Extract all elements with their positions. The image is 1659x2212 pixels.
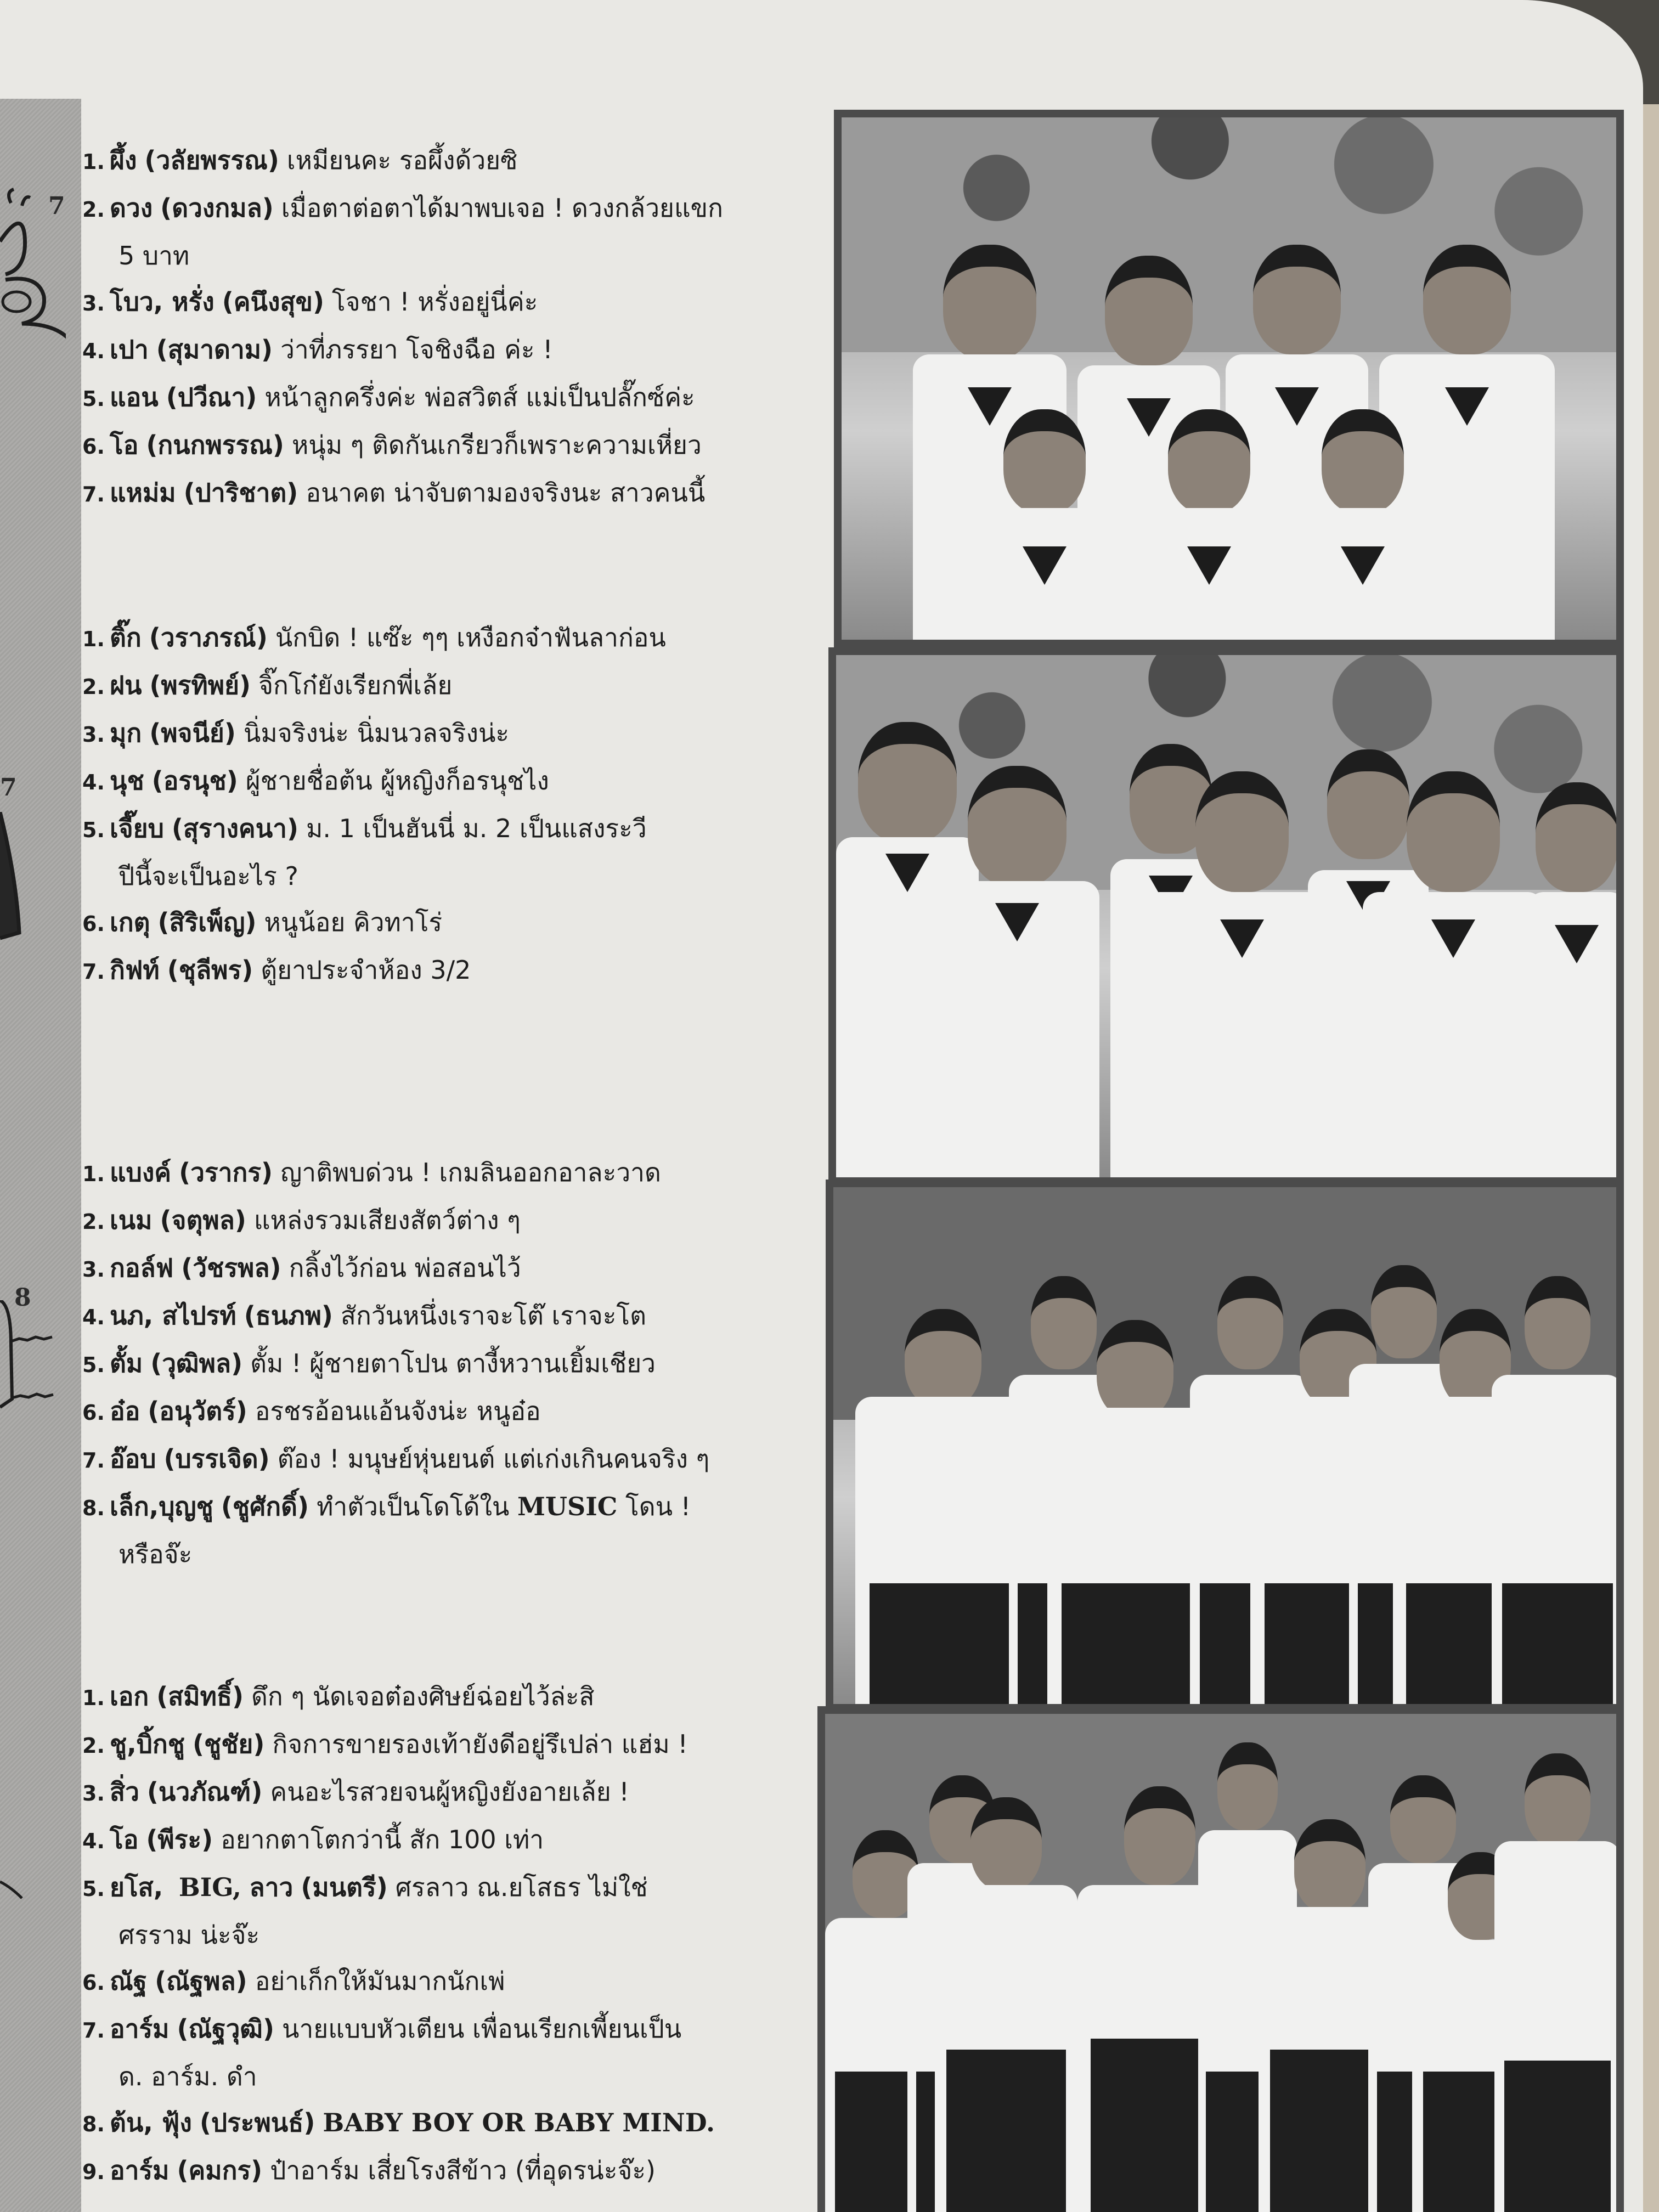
list-item: 9. อาร์ม (คมกร) ป๋าอาร์ม เสี่ยโรงสีข้าว (ที่อุดรน่ะจ๊ะ): [82, 2147, 828, 2195]
full-name: (นวภัณฑ์): [146, 1777, 263, 1807]
caption-continuation: ปีนี้จะเป็นอะไร ?: [119, 861, 298, 891]
full-name: (คนึงสุข): [222, 287, 324, 317]
person: [1291, 409, 1434, 640]
caption: อยากตาโตกว่านี้ สัก 100 เท่า: [221, 1825, 544, 1854]
caption: จิ๊กโก๋ยังเรียกพี่เล้ย: [258, 670, 453, 700]
section-girls-2: [82, 614, 828, 995]
full-name: (คมกร): [177, 2155, 263, 2185]
caption: ญาติพบด่วน ! เกมลินออกอาละวาด: [280, 1158, 661, 1187]
person: [935, 1797, 1077, 2212]
nickname: โบว, หรั่ง: [110, 287, 215, 317]
photo-boys-1: [826, 1180, 1624, 1712]
full-name: (ชุลีพร): [167, 955, 253, 985]
list-item: 2. ชู,บิ้กชู (ชูชัย) กิจการขายรองเท้ายังดีอยู่รึเปล่า แฮ่ม !: [82, 1721, 828, 1769]
list-item: 2. เนม (จตุพล) แหล่งรวมเสียงสัตว์ต่าง ๆ: [82, 1197, 828, 1245]
list-item: 1. เอก (สมิทธิ์) ดึก ๆ นัดเจอต๋องศิษย์ฉ่อยไว้ล่ะสิ: [82, 1673, 828, 1721]
list-item: 5. ตั้ม (วุฒิพล) ตั้ม ! ผู้ชายตาโปน ตางี้หวานเยิ้มเชียว: [82, 1340, 828, 1388]
list-item: 1. แบงค์ (วรากร) ญาติพบด่วน ! เกมลินออกอาละวาด: [82, 1149, 828, 1197]
full-name: (ปาริชาต): [183, 478, 298, 507]
caption: ทำตัวเป็นโดโด้ใน: [317, 1492, 510, 1521]
full-name: (วราภรณ์): [149, 623, 268, 652]
nickname: ตั้ม: [110, 1348, 143, 1378]
caption: อรชรอ้อนแอ้นจังน่ะ หนูอ๋อ: [255, 1396, 541, 1426]
full-name: (ปวีณา): [166, 382, 257, 412]
full-name: (มนตรี): [301, 1872, 388, 1902]
full-name: (พรทิพย์): [149, 670, 251, 700]
full-name: (จตุพล): [160, 1205, 246, 1235]
full-name: (สมิทธิ์): [156, 1681, 244, 1711]
full-name: (ณัฐพล): [155, 1966, 247, 1996]
list-item: 5. เจี๊ยบ (สุรางคนา) ม. 1 เป็นฮันนี่ ม. 2 เป็นแสงระวี: [82, 805, 828, 853]
caption: นักบิด ! แซ๊ะ ๆๆ เหงือกจ๋าฟันลาก่อน: [275, 623, 666, 652]
caption: กิจการขายรองเท้ายังดีอยู่รึเปล่า แฮ่ม !: [272, 1729, 688, 1759]
nickname: ฝน: [110, 670, 142, 700]
desk-surface: [1643, 104, 1659, 2212]
nickname: เล็ก,บุญชู: [110, 1492, 213, 1521]
full-name: (วลัยพรรณ): [144, 145, 279, 175]
nickname: ลาว: [249, 1872, 294, 1902]
full-name: (ชูศักดิ์): [221, 1492, 309, 1521]
nickname: แอน: [110, 382, 159, 412]
list-item: 6. อ๋อ (อนุวัตร์) อรชรอ้อนแอ้นจังน่ะ หนูอ๋อ: [82, 1388, 828, 1436]
full-name: (วัชรพล): [181, 1253, 281, 1283]
caption: นายแบบหัวเตียน เพื่อนเรียกเพี้ยนเป็น: [282, 2014, 682, 2044]
list-item: 8. เล็ก,บุญชู (ชูศักดิ์) ทำตัวเป็นโดโด้ใน MUSIC โดน !: [82, 1483, 828, 1531]
full-name: (สุมาดาม): [156, 335, 273, 364]
full-name: (วรากร): [179, 1158, 273, 1187]
full-name: (อนุวัตร์): [148, 1396, 247, 1426]
nickname: โอ: [110, 1825, 139, 1854]
list-item: 6. โอ (กนกพรรณ) หนุ่ม ๆ ติดกันเกรียวก็เพราะความเหี่ยว: [82, 422, 828, 470]
person: [1527, 760, 1624, 1177]
caption: ผู้ชายชื่อต้น ผู้หญิงก็อรนุชไง: [245, 766, 549, 795]
person: [1363, 749, 1544, 1177]
nickname: อาร์ม: [110, 2014, 170, 2044]
caption: ว่าที่ภรรยา โจชิงฉือ ค่ะ !: [280, 335, 553, 364]
nickname-lists: [82, 0, 828, 2212]
caption-continuation: ด. อาร์ม. ดำ: [119, 2062, 257, 2091]
list-item: 3. มุก (พจนีย์) นิ่มจริงน่ะ นิ่มนวลจริงน่ะ: [82, 710, 828, 758]
caption: ตั้ม ! ผู้ชายตาโปน ตางี้หวานเยิ้มเชียว: [250, 1348, 656, 1378]
list-item: 1. ติ๊ก (วราภรณ์) นักบิด ! แซ๊ะ ๆๆ เหงือกจ๋าฟันลาก่อน: [82, 614, 828, 662]
caption: ตู้ยาประจำห้อง 3/2: [261, 955, 471, 985]
list-item: 4. โอ (พีระ) อยากตาโตกว่านี้ สัก 100 เท่า: [82, 1816, 828, 1864]
list-item: 7. อ๊อบ (บรรเจิด) ต๊อง ! มนุษย์หุ่นยนต์ แต่เก่งเกินคนจริง ๆ: [82, 1436, 828, 1483]
nickname: นุช: [110, 766, 144, 795]
caption: อย่าเก็กให้มันมากนักเพ่: [255, 1966, 505, 1996]
full-name: (พจนีย์): [149, 718, 236, 748]
list-item: 8. ต้น, ฟุ้ง (ประพนธ์) BABY BOY OR BABY MIND.: [82, 2100, 828, 2147]
list-item: 4. เปา (สุมาดาม) ว่าที่ภรรยา โจชิงฉือ ค่ะ !: [82, 326, 828, 374]
caption-continuation: หรือจ๊ะ: [119, 1539, 193, 1569]
nickname-latin: BIG,: [178, 1872, 241, 1902]
caption: ดึก ๆ นัดเจอต๋องศิษย์ฉ่อยไว้ล่ะสิ: [251, 1681, 595, 1711]
nickname: มุก: [110, 718, 142, 748]
full-name: (ดวงกมล): [160, 193, 274, 223]
caption: สักวันหนึ่งเราจะโต๊ เราจะโต: [340, 1301, 646, 1330]
list-item: 4. นภ, สไปรท์ (ธนภพ) สักวันหนึ่งเราจะโต๊ เราจะโต: [82, 1293, 828, 1340]
nickname: แบงค์: [110, 1158, 172, 1187]
caption: โจชา ! หรั่งอยู่นี่ค่ะ: [331, 287, 538, 317]
list-item: 3. โบว, หรั่ง (คนึงสุข) โจชา ! หรั่งอยู่นี่ค่ะ: [82, 279, 828, 326]
person: [968, 409, 1121, 640]
caption: กลิ้งไว้ก่อน พ่อสอนไว้: [289, 1253, 521, 1283]
nickname: นภ, สไปรท์: [110, 1301, 236, 1330]
full-name: (ชูชัย): [192, 1729, 265, 1759]
full-name: (สิริเพ็ญ): [157, 907, 257, 937]
section-boys-1: [82, 1149, 828, 1577]
list-item: 5. ยโส, BIG, ลาว (มนตรี) ศรลาว ณ.ยโสธร ไม่ใช่: [82, 1864, 828, 1912]
list-item: 7. แหม่ม (ปาริชาต) อนาคต น่าจับตามองจริงนะ สาวคนนี้: [82, 470, 828, 517]
photo-girls-1: [834, 110, 1624, 647]
nickname: ดวง: [110, 193, 153, 223]
person: [1494, 1753, 1621, 2212]
list-item: 2. ดวง (ดวงกมล) เมื่อตาต่อตาได้มาพบเจอ ! ดวงกล้วยแขก: [82, 185, 828, 233]
caption: หนูน้อย คิวทาโร่: [264, 907, 443, 937]
list-item: 6. ณัฐ (ณัฐพล) อย่าเก็กให้มันมากนักเพ่: [82, 1958, 828, 2006]
nickname: ต้น, ฟุ้ง: [110, 2108, 192, 2137]
list-item: 4. นุช (อรนุช) ผู้ชายชื่อต้น ผู้หญิงก็อรนุชไง: [82, 758, 828, 805]
section-boys-2: [82, 1673, 828, 2195]
caption: ม. 1 เป็นฮันนี่ ม. 2 เป็นแสงระวี: [306, 814, 647, 843]
box-doodle-icon: [0, 1300, 55, 1415]
nickname: อาร์ม: [110, 2155, 170, 2185]
nickname: เกตุ: [110, 907, 150, 937]
caption-latin: BABY BOY OR BABY MIND.: [323, 2108, 715, 2137]
caption: หนุ่ม ๆ ติดกันเกรียวก็เพราะความเหี่ยว: [291, 430, 702, 460]
margin-number: 7: [0, 774, 17, 802]
photo-girls-2: [828, 647, 1624, 1185]
doodle-stroke-icon: [0, 1865, 33, 1909]
full-name: (อรนุช): [151, 766, 238, 795]
full-name: (พีระ): [146, 1825, 213, 1854]
full-name: (วุฒิพล): [150, 1348, 243, 1378]
photo-boys-2: [817, 1706, 1624, 2212]
caption: ศรลาว ณ.ยโสธร ไม่ใช่: [395, 1872, 648, 1902]
caption: เหมียนคะ รอผึ้งด้วยซิ: [286, 145, 518, 175]
section-girls-1: [82, 137, 828, 517]
full-name: (ธนภพ): [244, 1301, 333, 1330]
caption: อนาคต น่าจับตามองจริงนะ สาวคนนี้: [306, 478, 706, 507]
caption: เมื่อตาต่อตาได้มาพบเจอ ! ดวงกล้วยแขก: [281, 193, 723, 223]
margin-number: 8: [14, 1284, 31, 1312]
person: [1492, 1276, 1623, 1704]
list-item: 3. กอล์ฟ (วัชรพล) กลิ้งไว้ก่อน พ่อสอนไว้: [82, 1245, 828, 1293]
caption: ต๊อง ! มนุษย์หุ่นยนต์ แต่เก่งเกินคนจริง ๆ: [277, 1444, 710, 1474]
nickname: กิฟท์: [110, 955, 160, 985]
nickname: เจี๊ยบ: [110, 814, 164, 843]
nickname: เปา: [110, 335, 149, 364]
caption: คนอะไรสวยจนผู้หญิงยังอายเล้ย !: [270, 1777, 629, 1807]
nickname: ณัฐ: [110, 1966, 148, 1996]
caption-continuation: 5 บาท: [119, 241, 190, 270]
caption: แหล่งรวมเสียงสัตว์ต่าง ๆ: [253, 1205, 521, 1235]
list-item: 1. ผึ้ง (วลัยพรรณ) เหมียนคะ รอผึ้งด้วยซิ: [82, 137, 828, 185]
caption: ป๋าอาร์ม เสี่ยโรงสีข้าว (ที่อุดรน่ะจ๊ะ): [270, 2155, 656, 2185]
bee-doodle-icon: [0, 165, 66, 340]
nickname: กอล์ฟ: [110, 1253, 174, 1283]
nickname: ชู,บิ้กชู: [110, 1729, 185, 1759]
nickname: เนม: [110, 1205, 153, 1235]
nickname: ผึ้ง: [110, 145, 137, 175]
caption-continuation: ศรราม น่ะจ๊ะ: [119, 1920, 260, 1950]
person: [1138, 409, 1280, 640]
nickname: ยโส,: [110, 1872, 163, 1902]
full-name: (ณัฐวุฒิ): [177, 2014, 274, 2044]
caption: โดน !: [625, 1492, 691, 1521]
full-name: (บรรเจิด): [163, 1444, 270, 1474]
list-item: 5. แอน (ปวีณา) หน้าลูกครึ่งค่ะ พ่อสวิตส์ แม่เป็นปลั๊กซ์ค่ะ: [82, 374, 828, 422]
list-item: 7. กิฟท์ (ชุลีพร) ตู้ยาประจำห้อง 3/2: [82, 947, 828, 995]
person: [935, 738, 1099, 1177]
left-margin-strip: [0, 99, 81, 2212]
nickname: เอก: [110, 1681, 149, 1711]
nickname: สิ่ว: [110, 1777, 139, 1807]
nickname: แหม่ม: [110, 478, 176, 507]
list-item: 3. สิ่ว (นวภัณฑ์) คนอะไรสวยจนผู้หญิงยังอายเล้ย !: [82, 1769, 828, 1816]
bottle-doodle-icon: [0, 812, 33, 955]
list-item: 6. เกตุ (สิริเพ็ญ) หนูน้อย คิวทาโร่: [82, 899, 828, 947]
caption-latin: MUSIC: [517, 1492, 618, 1521]
list-item: 2. ฝน (พรทิพย์) จิ๊กโก๋ยังเรียกพี่เล้ย: [82, 662, 828, 710]
full-name: (ประพนธ์): [199, 2108, 315, 2137]
full-name: (สุรางคนา): [171, 814, 298, 843]
nickname: โอ: [110, 430, 139, 460]
nickname: ติ๊ก: [110, 623, 142, 652]
margin-number: 7: [48, 192, 65, 220]
nickname: อ๊อบ: [110, 1444, 156, 1474]
full-name: (กนกพรรณ): [146, 430, 284, 460]
nickname: อ๋อ: [110, 1396, 140, 1426]
caption: หน้าลูกครึ่งค่ะ พ่อสวิตส์ แม่เป็นปลั๊กซ์ค่ะ: [264, 382, 695, 412]
list-item: 7. อาร์ม (ณัฐวุฒิ) นายแบบหัวเตียน เพื่อนเรียกเพี้ยนเป็น: [82, 2006, 828, 2053]
person: [855, 1309, 1031, 1704]
caption: นิ่มจริงน่ะ นิ่มนวลจริงน่ะ: [243, 718, 510, 748]
